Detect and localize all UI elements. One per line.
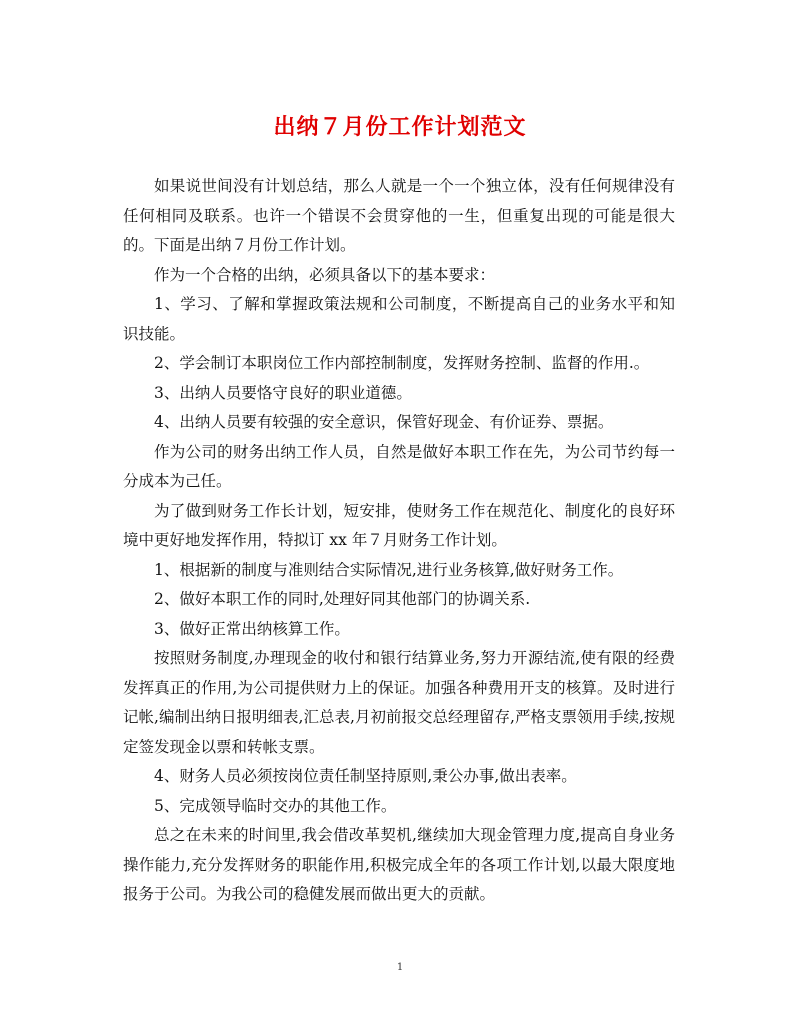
paragraph: 为了做到财务工作长计划，短安排，使财务工作在规范化、制度化的良好环境中更好地发挥作用，特拟订 xx 年７月财务工作计划。: [123, 501, 675, 549]
paragraph: 作为一个合格的出纳，必须具备以下的基本要求：: [154, 265, 496, 284]
paragraph: 3、出纳人员要恪守良好的职业道德。: [154, 383, 412, 402]
paragraph: 如果说世间没有计划总结，那么人就是一个一个独立体，没有任何规律没有任何相同及联系。也许一个错误不会贯穿他的一生，但重复出现的可能是很大的。下面是出纳７月份工作计划。: [123, 177, 675, 254]
paragraph: 1、根据新的制度与准则结合实际情况,进行业务核算,做好财务工作。: [154, 560, 624, 579]
document-body: [123, 172, 675, 910]
paragraph: 总之在未来的时间里,我会借改革契机,继续加大现金管理力度,提高自身业务操作能力,充分发挥财务的职能作用,积极完成全年的各项工作计划,以最大限度地报务于公司。为我公司的稳健发展而做出更大的贡献。: [123, 826, 675, 903]
paragraph: 3、做好正常出纳核算工作。: [154, 619, 350, 638]
paragraph: 按照财务制度,办理现金的收付和银行结算业务,努力开源结流,使有限的经费发挥真正的作用,为公司提供财力上的保证。加强各种费用开支的核算。及时进行记帐,编制出纳日报明细表,汇总表,月初前报交总经理留存,严格支票领用手续,按规定签发现金以票和转帐支票。: [123, 649, 675, 756]
paragraph: 作为公司的财务出纳工作人员，自然是做好本职工作在先，为公司节约每一分成本为己任。: [123, 442, 675, 490]
paragraph: 2、做好本职工作的同时,处理好同其他部门的协调关系.: [154, 590, 531, 608]
paragraph: 1、学习、了解和掌握政策法规和公司制度，不断提高自己的业务水平和知识技能。: [123, 295, 675, 343]
page-number: 1: [396, 962, 404, 973]
paragraph: 5、完成领导临时交办的其他工作。: [154, 796, 397, 815]
paragraph: 2、学会制订本职岗位工作内部控制制度，发挥财务控制、监督的作用.。: [154, 354, 650, 372]
paragraph: 4、出纳人员要有较强的安全意识，保管好现金、有价证券、票据。: [154, 413, 614, 431]
document-title: 出纳７月份工作计划范文: [273, 114, 527, 140]
paragraph: 4、财务人员必须按岗位责任制坚持原则,秉公办事,做出表率。: [154, 767, 577, 785]
